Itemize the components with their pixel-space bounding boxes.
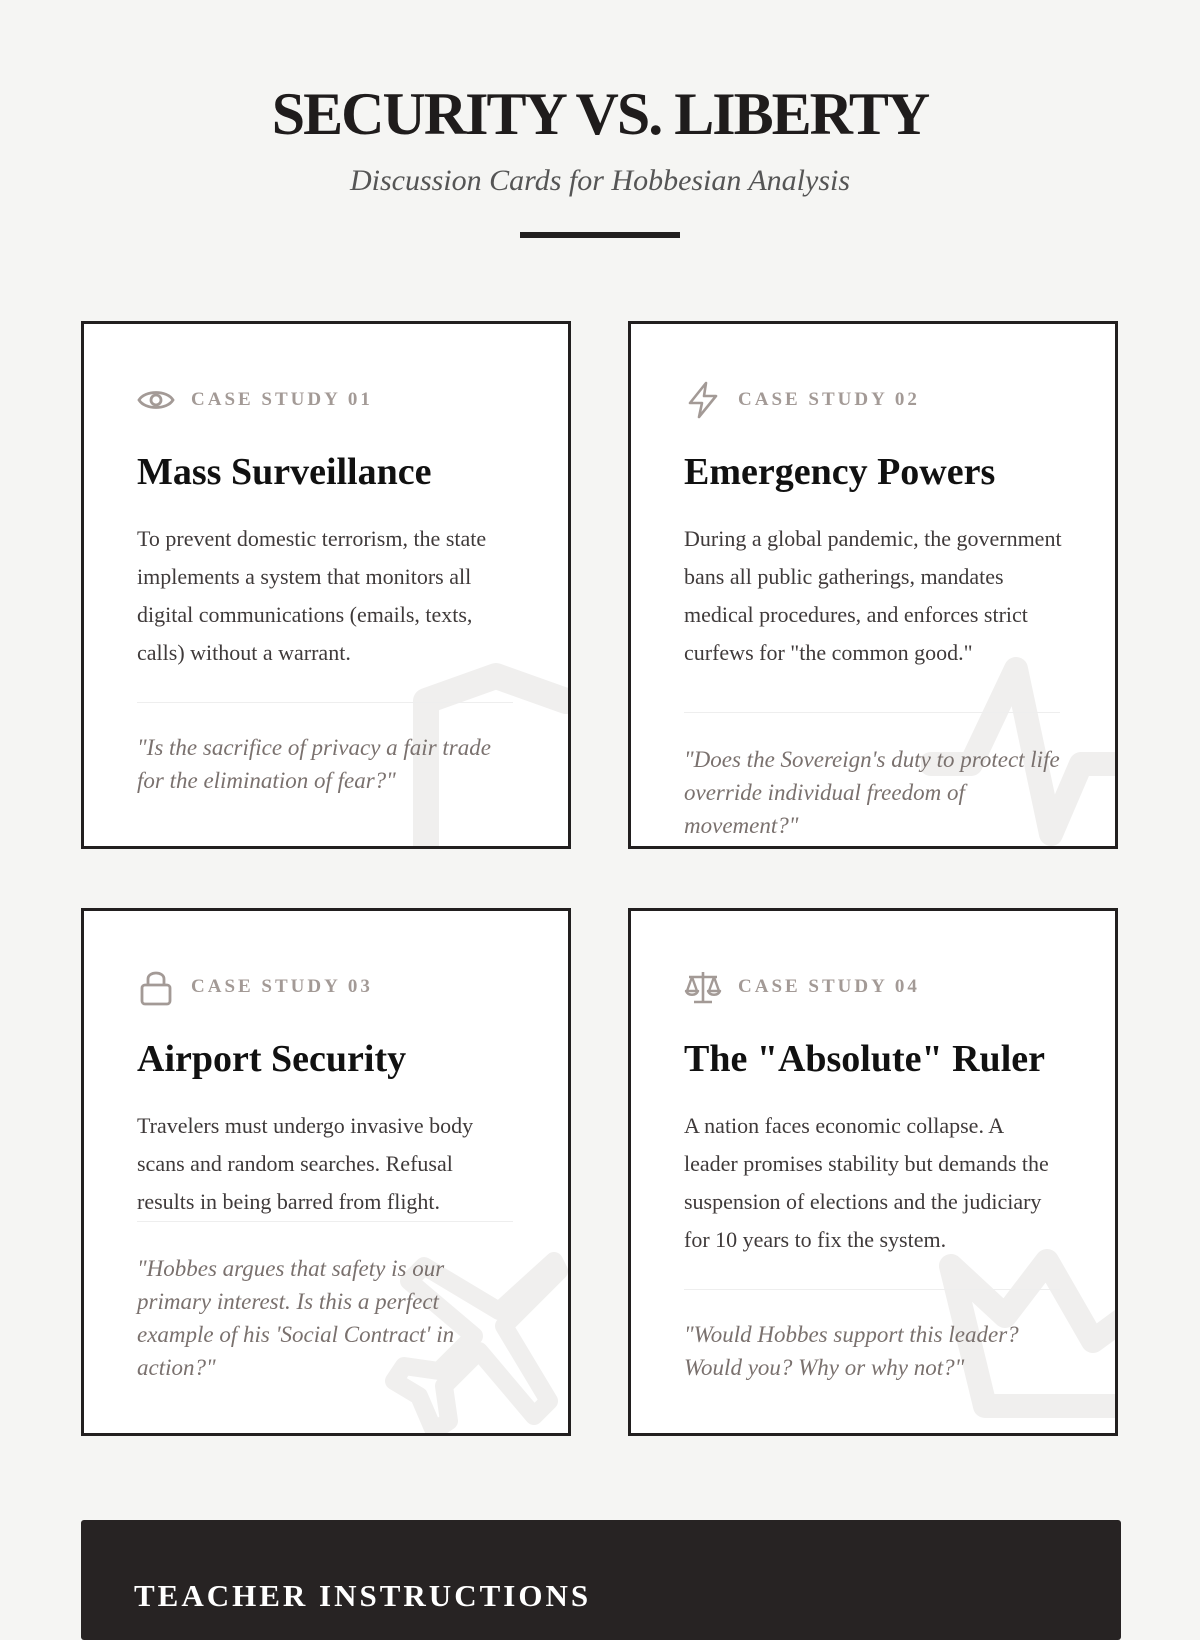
card-title: Emergency Powers [684, 451, 996, 493]
card-kicker [684, 967, 1062, 1007]
lightning-icon [684, 381, 722, 419]
page-title: SECURITY VS. LIBERTY [271, 81, 929, 147]
teacher-instructions-panel [81, 1520, 1121, 1640]
card-kicker-label: CASE STUDY 01 [191, 389, 373, 410]
card-kicker-label: CASE STUDY 04 [738, 976, 920, 997]
card-kicker [137, 967, 515, 1007]
page-header [0, 0, 1200, 238]
card-separator [137, 1221, 513, 1222]
card-kicker-label: CASE STUDY 02 [738, 389, 920, 410]
card-description: During a global pandemic, the government bans all public gatherings, mandates medical procedures, and enforces strict curfews for "the common good." [684, 526, 1062, 665]
card-title: The "Absolute" Ruler [684, 1038, 1045, 1080]
page-subtitle: Discussion Cards for Hobbesian Analysis [349, 164, 851, 197]
case-study-card-4 [628, 908, 1118, 1436]
case-study-card-1 [81, 321, 571, 849]
card-separator [137, 702, 513, 703]
card-title: Airport Security [137, 1038, 407, 1080]
eye-icon [137, 381, 175, 419]
card-title: Mass Surveillance [137, 451, 432, 493]
card-kicker-label: CASE STUDY 03 [191, 976, 373, 997]
card-separator [684, 1289, 1060, 1290]
card-question: "Does the Sovereign's duty to protect life override individual freedom of movement?" [684, 747, 1060, 838]
case-study-card-3 [81, 908, 571, 1436]
card-question: "Is the sacrifice of privacy a fair trade for the elimination of fear?" [137, 735, 491, 793]
card-description: A nation faces economic collapse. A leader promises stability but demands the suspension of elections and the judiciary for 10 years to fix the system. [684, 1113, 1049, 1252]
card-separator [684, 712, 1060, 713]
card-kicker [137, 380, 515, 420]
header-divider [520, 232, 680, 238]
card-question: "Would Hobbes support this leader? Would you? Why or why not?" [684, 1322, 1019, 1380]
teacher-instructions-title: TEACHER INSTRUCTIONS [134, 1578, 592, 1613]
scales-icon [684, 968, 722, 1006]
card-kicker [684, 380, 1062, 420]
case-study-card-2 [628, 321, 1118, 849]
card-question: "Hobbes argues that safety is our primary interest. Is this a perfect example of his 'Social Contract' in action?" [137, 1256, 455, 1380]
card-description: To prevent domestic terrorism, the state implements a system that monitors all digital communications (emails, texts, calls) without a warrant. [137, 526, 487, 665]
lock-icon [137, 968, 175, 1006]
card-description: Travelers must undergo invasive body scans and random searches. Refusal results in being barred from flight. [137, 1113, 474, 1214]
